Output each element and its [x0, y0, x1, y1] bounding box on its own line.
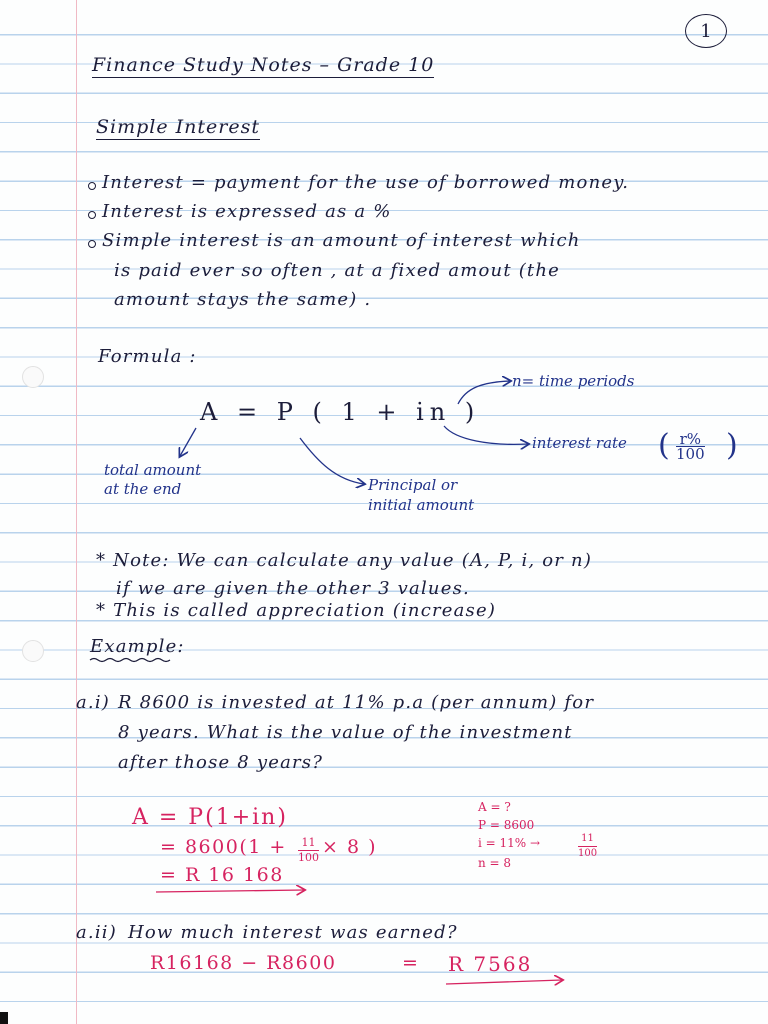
- i-fraction-numerator: r%: [679, 430, 702, 448]
- p-annotation-line2: initial amount: [368, 496, 475, 514]
- page-number: 1: [685, 14, 727, 48]
- given-value: i = 11% →: [478, 836, 541, 850]
- question-line: How much interest was earned?: [128, 922, 458, 943]
- given-value: A = ?: [478, 800, 511, 814]
- page-title: Finance Study Notes – Grade 10: [92, 54, 435, 76]
- work-result: = R 16 168: [160, 864, 284, 886]
- formula-label: Formula :: [98, 346, 197, 367]
- work-line: R16168 − R8600: [150, 952, 337, 974]
- work-line: × 8 ): [322, 836, 377, 858]
- work-fraction: [298, 836, 319, 865]
- work-line: = 8600(1 +: [160, 836, 287, 858]
- question-label: a.ii): [76, 922, 117, 943]
- i-fraction-open-paren: (: [658, 428, 670, 463]
- i-annotation: interest rate: [532, 434, 627, 452]
- question-line: after those 8 years?: [118, 752, 324, 773]
- question-line: 8 years. What is the value of the investment: [118, 722, 573, 743]
- given-fraction-denominator: 100: [578, 848, 598, 859]
- given-value: P = 8600: [478, 818, 535, 832]
- example-heading: Example:: [90, 636, 185, 657]
- i-fraction-close-paren: ): [726, 428, 738, 463]
- punch-hole: [22, 640, 44, 662]
- bullet-item: Simple interest is an amount of interest which: [102, 230, 581, 251]
- question-line: R 8600 is invested at 11% p.a (per annum) for: [118, 692, 595, 713]
- bullet-marker: [88, 240, 96, 248]
- n-annotation: n= time periods: [512, 372, 635, 390]
- note-line: * This is called appreciation (increase): [96, 600, 497, 621]
- note-line: * Note: We can calculate any value (A, P, i, or n): [96, 550, 593, 571]
- work-fraction-numerator: 11: [301, 836, 316, 849]
- bullet-item-continued: is paid ever so often , at a fixed amout (the: [114, 260, 561, 281]
- given-value: n = 8: [478, 856, 512, 870]
- work-equals: =: [402, 952, 418, 974]
- given-fraction-numerator: 11: [581, 833, 594, 844]
- bullet-marker: [88, 182, 96, 190]
- question-label: a.i): [76, 692, 111, 713]
- bullet-item: Interest is expressed as a %: [102, 201, 392, 222]
- i-fraction-denominator: 100: [676, 445, 705, 463]
- bullet-item: Interest = payment for the use of borrowed money.: [102, 172, 630, 193]
- section-title: Simple Interest: [96, 116, 260, 138]
- note-line: if we are given the other 3 values.: [116, 578, 470, 599]
- p-annotation-line1: Principal or: [368, 476, 458, 494]
- a-annotation-line2: at the end: [104, 480, 182, 498]
- a-annotation-line1: total amount: [104, 461, 202, 479]
- scan-edge: [0, 1012, 8, 1024]
- bullet-item-continued: amount stays the same) .: [114, 289, 372, 310]
- given-fraction: [578, 832, 597, 861]
- punch-hole: [22, 366, 44, 388]
- work-result: R 7568: [448, 952, 533, 976]
- margin-line: [76, 0, 77, 1024]
- work-fraction-denominator: 100: [298, 851, 319, 864]
- work-line: A = P(1+in): [132, 805, 288, 830]
- formula-equation: A = P ( 1 + in ): [200, 398, 481, 426]
- bullet-marker: [88, 211, 96, 219]
- i-fraction: [676, 432, 705, 461]
